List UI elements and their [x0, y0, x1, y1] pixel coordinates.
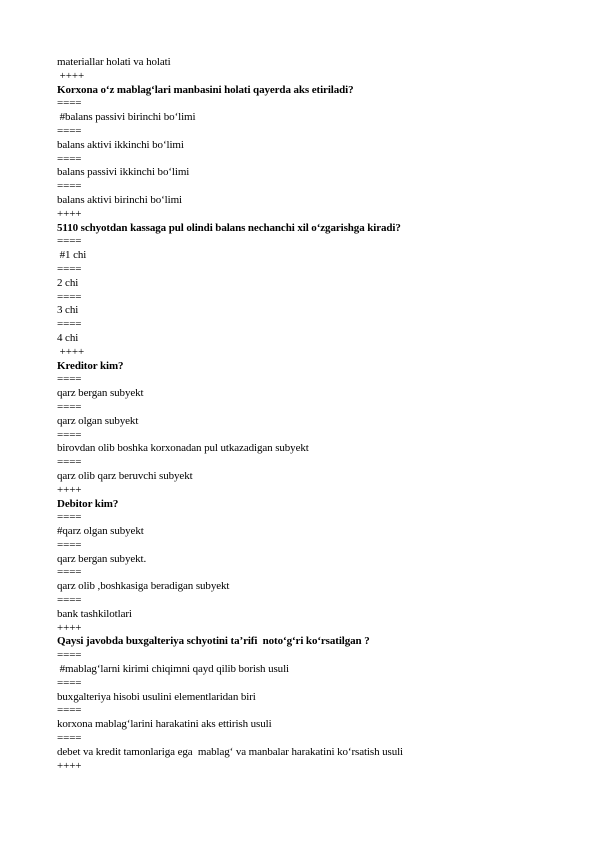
separator-line: ==== [57, 676, 82, 689]
answer-option: 2 chi [57, 276, 79, 289]
answer-option: #mablag‘larni kirimi chiqimni qayd qilib borish usuli [57, 663, 289, 676]
answer-option: qarz bergan subyekt [57, 387, 144, 400]
answer-option: korxona mablag‘larini harakatini aks ettirish usuli [57, 718, 272, 731]
answer-option: #balans passivi birinchi bo‘limi [57, 111, 196, 124]
answer-option: debet va kredit tamonlariga ega mablag‘ va manbalar harakatini ko‘rsatish usuli [57, 745, 404, 758]
separator-line: ==== [57, 704, 82, 717]
question-heading: Korxona o‘z mablag‘lari manbasini holati qayerda aks etiriladi? [57, 83, 354, 96]
separator-line: ==== [57, 262, 82, 275]
separator-line: ==== [57, 290, 82, 303]
document-page [57, 56, 577, 773]
question-heading: 5110 schyotdan kassaga pul olindi balans nechanchi xil o‘zgarishga kiradi? [57, 221, 401, 234]
answer-option: #qarz olgan subyekt [57, 525, 144, 538]
answer-option: #1 chi [57, 249, 87, 262]
answer-option: buxgalteriya hisobi usulini elementlaridan biri [57, 690, 256, 703]
answer-option: balans aktivi ikkinchi bo‘limi [57, 138, 184, 151]
separator-line: ==== [57, 649, 82, 662]
separator-line: ++++ [57, 483, 82, 496]
answer-option: 4 chi [57, 331, 79, 344]
separator-line: ==== [57, 594, 82, 607]
answer-option: qarz bergan subyekt. [57, 552, 147, 565]
question-heading: Qaysi javobda buxgalteriya schyotini ta’rifi noto‘g‘ri ko‘rsatilgan ? [57, 635, 370, 648]
answer-option: bank tashkilotlari [57, 607, 132, 620]
separator-line: ==== [57, 400, 82, 413]
separator-line: ==== [57, 428, 82, 441]
separator-line: ++++ [57, 207, 82, 220]
separator-line: ==== [57, 732, 82, 745]
separator-line: ==== [57, 97, 82, 110]
answer-option: balans aktivi birinchi bo‘limi [57, 193, 183, 206]
answer-option: balans passivi ikkinchi bo‘limi [57, 166, 190, 179]
separator-line: ==== [57, 124, 82, 137]
separator-line: ++++ [57, 345, 85, 358]
separator-line: ==== [57, 235, 82, 248]
separator-line: ==== [57, 318, 82, 331]
separator-line: ==== [57, 180, 82, 193]
answer-option: 3 chi [57, 304, 79, 317]
answer-option: qarz olib ,boshkasiga beradigan subyekt [57, 580, 230, 593]
answer-option: qarz olgan subyekt [57, 414, 139, 427]
question-heading: Debitor kim? [57, 497, 119, 510]
separator-line: ++++ [57, 621, 82, 634]
text-line: materiallar holati va holati [57, 56, 171, 68]
separator-line: ==== [57, 566, 82, 579]
separator-line: ++++ [57, 759, 82, 772]
separator-line: ==== [57, 538, 82, 551]
separator-line: ==== [57, 152, 82, 165]
separator-line: ++++ [57, 69, 85, 82]
answer-option: qarz olib qarz beruvchi subyekt [57, 469, 193, 482]
separator-line: ==== [57, 373, 82, 386]
separator-line: ==== [57, 456, 82, 469]
answer-option: birovdan olib boshka korxonadan pul utkazadigan subyekt [57, 442, 309, 455]
separator-line: ==== [57, 511, 82, 524]
question-heading: Kreditor kim? [57, 359, 124, 372]
